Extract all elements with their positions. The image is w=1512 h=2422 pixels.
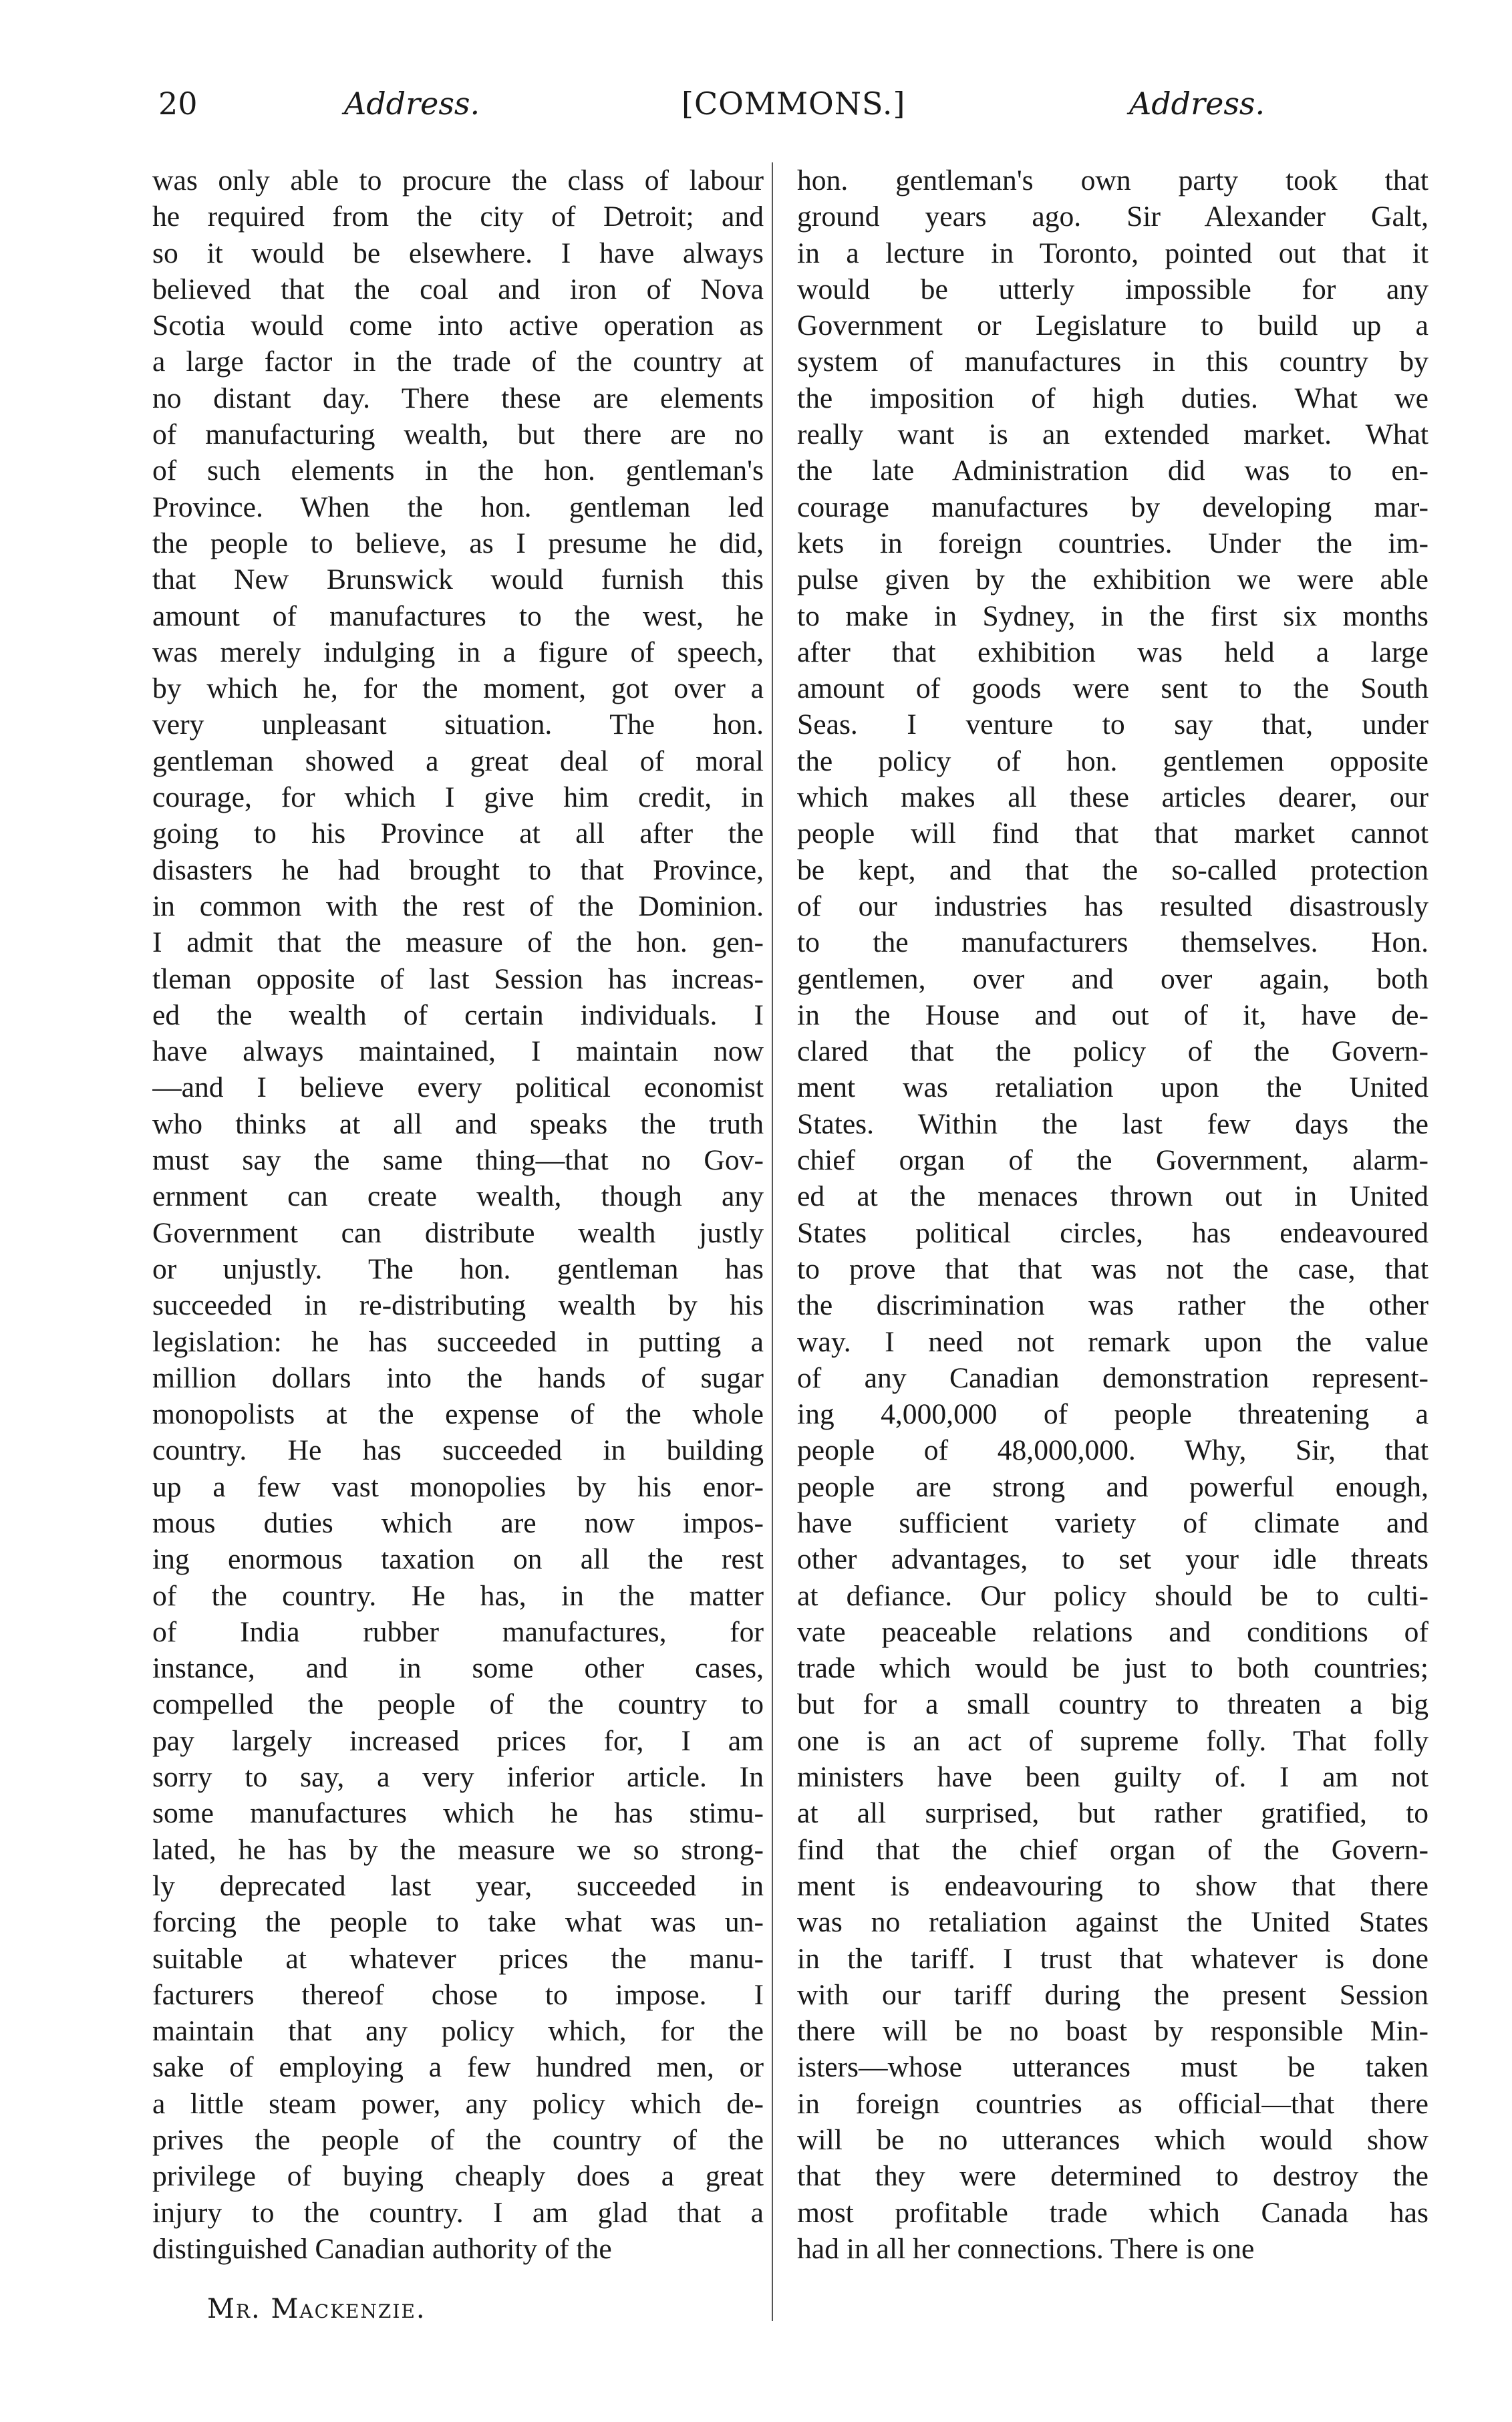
text-line: Province. When the hon. gentleman led	[152, 491, 764, 523]
text-line: tleman opposite of last Session has increas-	[152, 962, 764, 995]
text-line: ministers have been guilty of. I am not	[797, 1761, 1428, 1794]
text-line: in the tariff. I trust that whatever is done	[797, 1942, 1428, 1975]
text-line: at all surprised, but rather gratified, to	[797, 1797, 1428, 1830]
text-line: no distant day. There these are elements	[152, 382, 764, 414]
text-line: he required from the city of Detroit; and	[152, 200, 764, 233]
text-line: would be utterly impossible for any	[797, 273, 1428, 305]
right-text-column	[797, 162, 1428, 2271]
text-line: had in all her connections. There is one	[797, 2232, 1255, 2265]
text-line: one is an act of supreme folly. That folly	[797, 1724, 1428, 1757]
text-line: who thinks at all and speaks the truth	[152, 1107, 764, 1140]
text-line: have sufficient variety of climate and	[797, 1506, 1428, 1539]
text-line: compelled the people of the country to	[152, 1688, 764, 1721]
text-line: sake of employing a few hundred men, or	[152, 2051, 764, 2084]
text-line: which makes all these articles dearer, our	[797, 781, 1428, 814]
text-line: most profitable trade which Canada has	[797, 2196, 1428, 2229]
text-line: I admit that the measure of the hon. gen-	[152, 926, 764, 959]
text-line: States political circles, has endeavoured	[797, 1216, 1428, 1249]
text-line: in foreign countries as official—that there	[797, 2087, 1428, 2120]
text-line: with our tariff during the present Session	[797, 1978, 1428, 2011]
text-line: vate peaceable relations and conditions of	[797, 1615, 1428, 1648]
text-line: way. I need not remark upon the value	[797, 1325, 1428, 1358]
text-line: of our industries has resulted disastrously	[797, 890, 1428, 922]
text-line: clared that the policy of the Govern-	[797, 1035, 1428, 1068]
text-line: gentlemen, over and over again, both	[797, 962, 1428, 995]
column-divider	[772, 162, 773, 2321]
text-line: that New Brunswick would furnish this	[152, 563, 764, 596]
text-line: to make in Sydney, in the first six months	[797, 599, 1428, 632]
text-line: was merely indulging in a figure of speech,	[152, 636, 764, 668]
text-line: facturers thereof chose to impose. I	[152, 1978, 764, 2011]
text-line: legislation: he has succeeded in putting a	[152, 1325, 764, 1358]
text-line: of any Canadian demonstration represent-	[797, 1361, 1428, 1394]
text-line: suitable at whatever prices the manu-	[152, 1942, 764, 1975]
right-running-title: Address.	[1129, 86, 1265, 122]
text-line: some manufactures which he has stimu-	[152, 1797, 764, 1830]
text-line: pay largely increased prices for, I am	[152, 1724, 764, 1757]
text-line: was no retaliation against the United States	[797, 1906, 1428, 1939]
text-line: a little steam power, any policy which de-	[152, 2087, 764, 2120]
text-line: country. He has succeeded in building	[152, 1434, 764, 1467]
text-line: injury to the country. I am glad that a	[152, 2196, 764, 2229]
text-line: ed the wealth of certain individuals. I	[152, 998, 764, 1031]
text-line: ment was retaliation upon the United	[797, 1071, 1428, 1104]
text-line: lated, he has by the measure we so strong-	[152, 1833, 764, 1866]
text-line: have always maintained, I maintain now	[152, 1035, 764, 1068]
text-line: Government can distribute wealth justly	[152, 1216, 764, 1249]
text-line: courage, for which I give him credit, in	[152, 781, 764, 814]
text-line: disasters he had brought to that Province,	[152, 853, 764, 886]
text-line: hon. gentleman's own party took that	[797, 164, 1428, 196]
chamber-title: [COMMONS.]	[682, 86, 906, 122]
text-line: going to his Province at all after the	[152, 817, 764, 850]
text-line: ed at the menaces thrown out in United	[797, 1180, 1428, 1213]
text-line: distinguished Canadian authority of the	[152, 2232, 612, 2265]
text-line: of the country. He has, in the matter	[152, 1579, 764, 1612]
text-line: prives the people of the country of the	[152, 2124, 764, 2157]
text-line: the imposition of high duties. What we	[797, 382, 1428, 414]
text-line: ernment can create wealth, though any	[152, 1180, 764, 1213]
page-number: 20	[158, 86, 198, 122]
text-line: the people to believe, as I presume he did,	[152, 527, 764, 559]
text-line: amount of manufactures to the west, he	[152, 599, 764, 632]
text-line: the discrimination was rather the other	[797, 1289, 1428, 1322]
text-line: isters—whose utterances must be taken	[797, 2051, 1428, 2084]
text-line: maintain that any policy which, for the	[152, 2015, 764, 2048]
text-line: Government or Legislature to build up a	[797, 309, 1428, 342]
text-line: sorry to say, a very inferior article. In	[152, 1761, 764, 1794]
text-line: of India rubber manufactures, for	[152, 1615, 764, 1648]
text-line: courage manufactures by developing mar-	[797, 491, 1428, 523]
text-line: believed that the coal and iron of Nova	[152, 273, 764, 305]
text-line: that they were determined to destroy the	[797, 2160, 1428, 2193]
text-line: be kept, and that the so-called protection	[797, 853, 1428, 886]
text-line: in common with the rest of the Dominion.	[152, 890, 764, 922]
text-line: ground years ago. Sir Alexander Galt,	[797, 200, 1428, 233]
text-line: there will be no boast by responsible Min-	[797, 2015, 1428, 2048]
text-line: mous duties which are now impos-	[152, 1506, 764, 1539]
text-line: after that exhibition was held a large	[797, 636, 1428, 668]
text-line: gentleman showed a great deal of moral	[152, 745, 764, 777]
text-line: in the House and out of it, have de-	[797, 998, 1428, 1031]
text-line: million dollars into the hands of sugar	[152, 1361, 764, 1394]
text-line: people will find that that market cannot	[797, 817, 1428, 850]
text-line: system of manufactures in this country by	[797, 346, 1428, 378]
text-line: to the manufacturers themselves. Hon.	[797, 926, 1428, 959]
text-line: ing enormous taxation on all the rest	[152, 1543, 764, 1576]
text-line: States. Within the last few days the	[797, 1107, 1428, 1140]
text-line: at defiance. Our policy should be to culti-	[797, 1579, 1428, 1612]
text-line: the policy of hon. gentlemen opposite	[797, 745, 1428, 777]
text-line: trade which would be just to both countries;	[797, 1652, 1428, 1685]
left-text-column	[152, 162, 764, 2271]
text-line: up a few vast monopolies by his enor-	[152, 1470, 764, 1503]
text-line: amount of goods were sent to the South	[797, 672, 1428, 705]
text-line: ly deprecated last year, succeeded in	[152, 1869, 764, 1902]
text-line: pulse given by the exhibition we were able	[797, 563, 1428, 596]
text-line: a large factor in the trade of the country at	[152, 346, 764, 378]
text-line: was only able to procure the class of labour	[152, 164, 764, 196]
text-line: chief organ of the Government, alarm-	[797, 1144, 1428, 1177]
speaker-footer: Mr. Mackenzie.	[207, 2294, 426, 2324]
page-header	[0, 86, 1512, 139]
text-line: privilege of buying cheaply does a great	[152, 2160, 764, 2193]
text-line: succeeded in re-distributing wealth by his	[152, 1289, 764, 1322]
text-line: very unpleasant situation. The hon.	[152, 708, 764, 741]
text-line: find that the chief organ of the Govern-	[797, 1833, 1428, 1866]
text-line: ment is endeavouring to show that there	[797, 1869, 1428, 1902]
text-line: or unjustly. The hon. gentleman has	[152, 1252, 764, 1285]
text-line: people of 48,000,000. Why, Sir, that	[797, 1434, 1428, 1467]
text-line: will be no utterances which would show	[797, 2124, 1428, 2157]
text-line: monopolists at the expense of the whole	[152, 1398, 764, 1431]
left-running-title: Address.	[344, 86, 480, 122]
text-line: the late Administration did was to en-	[797, 454, 1428, 487]
text-line: instance, and in some other cases,	[152, 1652, 764, 1685]
text-line: —and I believe every political economist	[152, 1071, 764, 1104]
text-line: of such elements in the hon. gentleman's	[152, 454, 764, 487]
text-line: to prove that that was not the case, that	[797, 1252, 1428, 1285]
text-line: really want is an extended market. What	[797, 418, 1428, 451]
text-line: other advantages, to set your idle threats	[797, 1543, 1428, 1576]
text-line: must say the same thing—that no Gov-	[152, 1144, 764, 1177]
text-line: in a lecture in Toronto, pointed out that it	[797, 237, 1428, 269]
text-line: by which he, for the moment, got over a	[152, 672, 764, 705]
text-line: Scotia would come into active operation as	[152, 309, 764, 342]
text-line: so it would be elsewhere. I have always	[152, 237, 764, 269]
text-line: Seas. I venture to say that, under	[797, 708, 1428, 741]
text-line: ing 4,000,000 of people threatening a	[797, 1398, 1428, 1431]
text-line: but for a small country to threaten a big	[797, 1688, 1428, 1721]
text-line: forcing the people to take what was un-	[152, 1906, 764, 1939]
text-line: of manufacturing wealth, but there are no	[152, 418, 764, 451]
text-line: people are strong and powerful enough,	[797, 1470, 1428, 1503]
text-line: kets in foreign countries. Under the im-	[797, 527, 1428, 559]
